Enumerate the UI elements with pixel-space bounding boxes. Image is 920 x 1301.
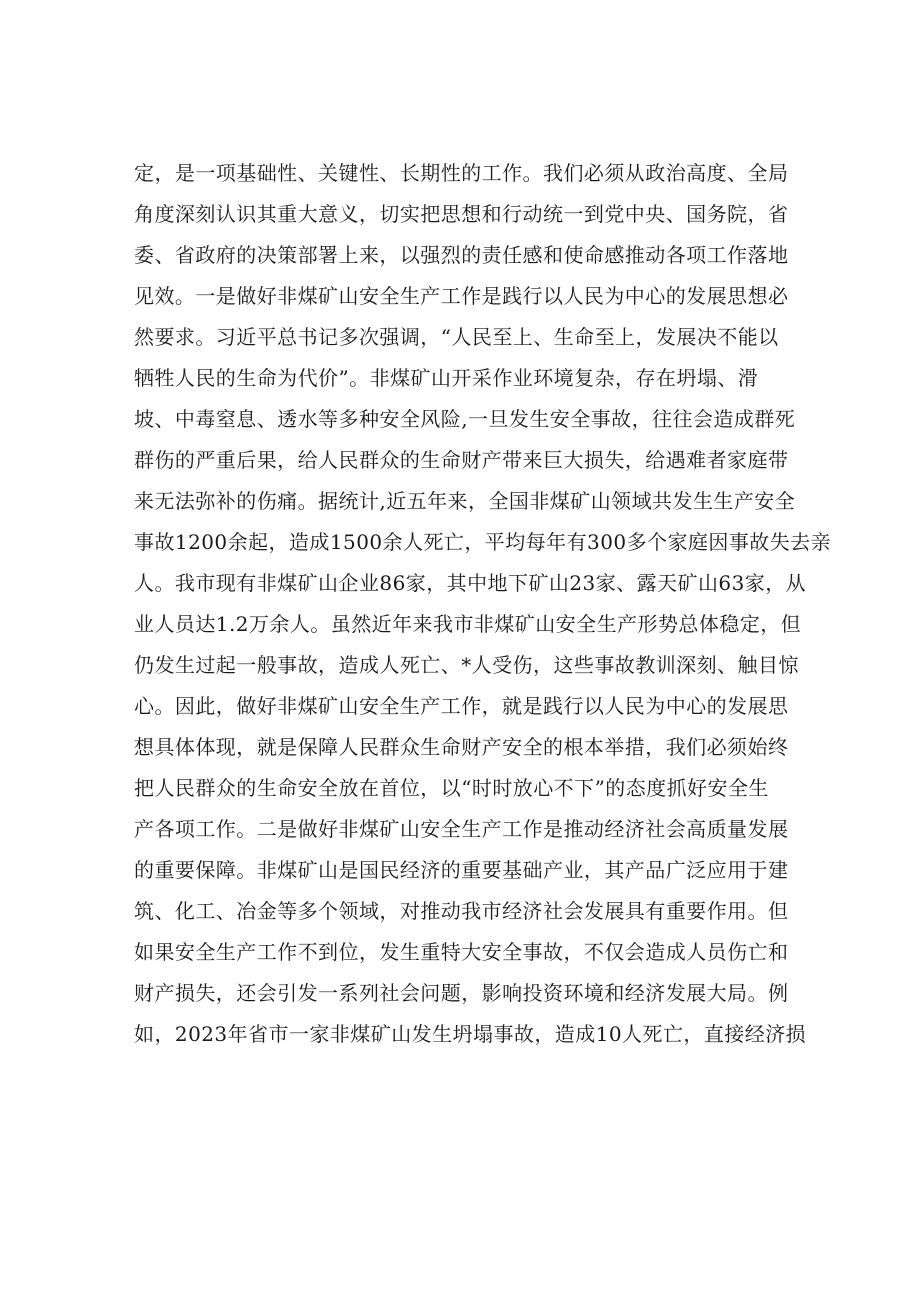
text-line: 定，是一项基础性、关键性、长期性的工作。我们必须从政治高度、全局 <box>134 161 789 185</box>
text-line: 如，2023年省市一家非煤矿山发生坍塌事故，造成10人死亡，直接经济损 <box>134 1022 807 1046</box>
text-line: 仍发生过起一般事故，造成人死亡、*人受伤，这些事故教训深刻、触目惊 <box>134 653 799 677</box>
text-line: 产各项工作。二是做好非煤矿山安全生产工作是推动经济社会高质量发展 <box>134 817 789 841</box>
text-line: 的重要保障。非煤矿山是国民经济的重要基础产业，其产品广泛应用于建 <box>134 858 789 882</box>
text-line: 牺牲人民的生命为代价”。非煤矿山开采作业环境复杂，存在坍塌、滑 <box>134 366 759 390</box>
text-line: 委、省政府的决策部署上来，以强烈的责任感和使命感推动各项工作落地 <box>134 243 789 267</box>
text-line: 坡、中毒窒息、透水等多种安全风险,一旦发生安全事故，往往会造成群死 <box>134 407 796 431</box>
text-line: 然要求。习近平总书记多次强调，“人民至上、生命至上，发展决不能以 <box>134 325 779 349</box>
text-line: 角度深刻认识其重大意义，切实把思想和行动统一到党中央、国务院，省 <box>134 202 789 226</box>
text-line: 见效。一是做好非煤矿山安全生产工作是践行以人民为中心的发展思想必 <box>134 284 789 308</box>
text-line: 人。我市现有非煤矿山企业86家，其中地下矿山23家、露天矿山63家，从 <box>134 571 807 595</box>
text-line: 把人民群众的生命安全放在首位，以“时时放心不下”的态度抓好安全生 <box>134 776 769 800</box>
text-line: 事故1200余起，造成1500余人死亡，平均每年有300多个家庭因事故失去亲 <box>134 530 832 554</box>
text-line: 如果安全生产工作不到位，发生重特大安全事故，不仅会造成人员伤亡和 <box>134 940 789 964</box>
text-line: 想具体体现，就是保障人民群众生命财产安全的根本举措，我们必须始终 <box>134 735 789 759</box>
text-line: 筑、化工、冶金等多个领域，对推动我市经济社会发展具有重要作用。但 <box>134 899 789 923</box>
text-line: 群伤的严重后果，给人民群众的生命财产带来巨大损失，给遇难者家庭带 <box>134 448 789 472</box>
text-line: 心。因此，做好非煤矿山安全生产工作，就是践行以人民为中心的发展思 <box>134 694 789 718</box>
text-line: 业人员达1.2万余人。虽然近年来我市非煤矿山安全生产形势总体稳定，但 <box>134 612 802 636</box>
text-line: 财产损失，还会引发一系列社会问题，影响投资环境和经济发展大局。例 <box>134 981 789 1005</box>
body-paragraph <box>134 153 832 1055</box>
text-line: 来无法弥补的伤痛。据统计,近五年来，全国非煤矿山领域共发生生产安全 <box>134 489 796 513</box>
